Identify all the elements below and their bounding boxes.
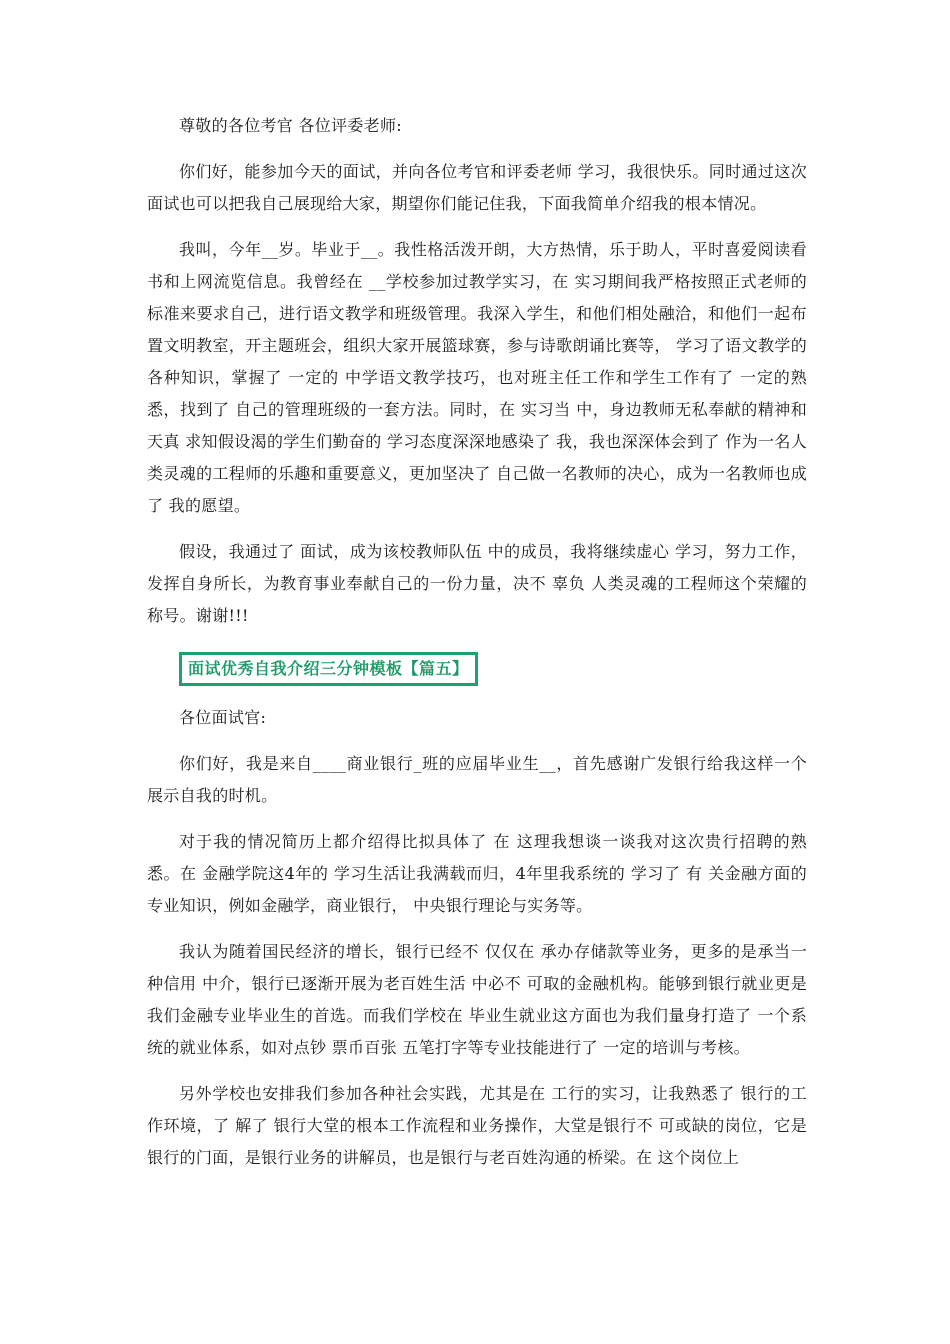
paragraph-intro: 你们好，我是来自____商业银行_班的应届毕业生__，首先感谢广发银行给我这样一个展示自我的时机。 [147,754,807,805]
paragraph-banking-view: 我认为随着国民经济的增长，银行已经不 仅仅在 承办存储款等业务，更多的是承当一种信用 中介，银行已逐渐开展为老百姓生活 中必不 可取的金融机构。能够到银行就业更是我们金融专业毕业生的首选。而我们学校在 毕业生就业这方面也为我们量身打造了 一个系统的就业体系，如对点钞 票币百张 五笔打字等专业技能进行了 一定的培训与考核。 [147,942,807,1057]
paragraph-closing: 假设，我通过了 面试，成为该校教师队伍 中的成员，我将继续虚心 学习，努力工作，发挥自身所长，为教育事业奉献自己的一份力量，决不 辜负 人类灵魂的工程师这个荣耀的称号。谢谢!!! [147,542,807,625]
paragraph-background: 我叫，今年__岁。毕业于__。我性格活泼开朗，大方热情，乐于助人，平时喜爱阅读看书和上网流览信息。我曾经在 __学校参加过教学实习，在 实习期间我严格按照正式老师的标准来要求自己，进行语文教学和班级管理。我深入学生，和他们相处融洽，和他们一起布置文明教室，开主题班会，组织大家开展篮球赛，参与诗歌朗诵比赛等， 学习了语文教学的各种知识，掌握了 一定的 中学语文教学技巧，也对班主任工作和学生工作有了 一定的熟悉，找到了 自己的管理班级的一套方法。同时，在 实习当 中，身边教师无私奉献的精神和天真 求知假设渴的学生们勤奋的 学习态度深深地感染了 我，我也深深体会到了 作为一名人类灵魂的工程师的乐趣和重要意义，更加坚决了 自己做一名教师的决心，成为一名教师也成了 我的愿望。 [147,240,807,515]
salutation-interviewers: 各位面试官: [179,708,267,727]
paragraph-practice: 另外学校也安排我们参加各种社会实践，尤其是在 工行的实习，让我熟悉了 银行的工作环境，了 解了 银行大堂的根本工作流程和业务操作，大堂是银行不 可或缺的岗位，它是银行的门面，是银行业务的讲解员，也是银行与老百姓沟通的桥梁。在 这个岗位上 [147,1084,807,1167]
paragraph-education: 对于我的情况简历上都介绍得比拟具体了 在 这理我想谈一谈我对这次贵行招聘的熟悉。在 金融学院这4年的 学习生活让我满载而归，4年里我系统的 学习了 有 关金融方面的专业知识，例如金融学，商业银行， 中央银行理论与实务等。 [147,832,807,915]
paragraph-greeting: 你们好，能参加今天的面试，并向各位考官和评委老师 学习，我很快乐。同时通过这次面试也可以把我自己展现给大家，期望你们能记住我，下面我简单介绍我的根本情况。 [147,162,807,213]
document-page [147,110,807,1174]
section-heading: 面试优秀自我介绍三分钟模板【篇五】 [179,652,478,686]
section-heading-wrap [179,652,807,686]
salutation-examiners: 尊敬的各位考官 各位评委老师: [179,116,402,135]
